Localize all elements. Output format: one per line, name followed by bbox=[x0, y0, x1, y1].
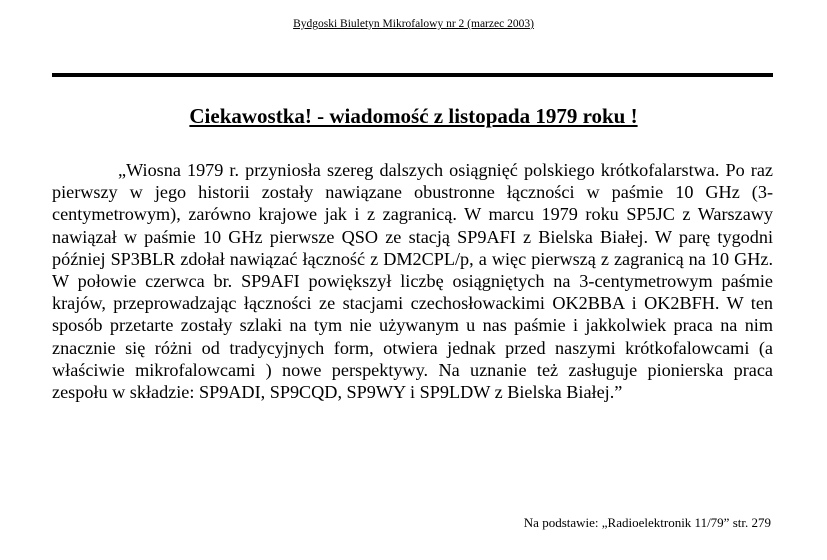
article-title: Ciekawostka! - wiadomość z listopada 1979 roku ! bbox=[189, 104, 638, 128]
bulletin-header: Bydgoski Biuletyn Mikrofalowy nr 2 (marzec 2003) bbox=[293, 18, 534, 30]
source-citation: Na podstawie: „Radioelektronik 11/79” str. 279 bbox=[523, 515, 771, 530]
article-paragraph: „Wiosna 1979 r. przyniosła szereg dalszych osiągnięć polskiego krótkofalarstwa. Po raz pierwszy w jego historii zostały nawiązane obustronne łączności w paśmie 10 GHz (3-centymetrowym), zarówno krajowe jak i z zagranicą. W marcu 1979 roku SP5JC z Warszawy nawiązał w paśmie 10 GHz pierwsze QSO ze stacją SP9AFI z Bielska Białej. W parę tygodni później SP3BLR zdołał nawiązać łączność z DM2CPL/p, a więc pierwszą z zagranicą na 10 GHz. W połowie czerwca br. SP9AFI powiększył liczbę osiągniętych na 3-centymetrowym paśmie krajów, przeprowadzając łączności ze stacjami czechosłowackimi OK2BBA i OK2BFH. W ten sposób przetarte zostały szlaki na tym nie używanym u nas paśmie i jakkolwiek praca na nim znacznie się różni od tradycyjnych form, otwiera jednak przed naszymi krótkofalowcami (a właściwie mikrofalowcami ) nowe perspektywy. Na uznanie też zasługuje pionierska praca zespołu w składzie: SP9ADI, SP9CQD, SP9WY i SP9LDW z Bielska Białej.” bbox=[52, 160, 773, 403]
article-body bbox=[52, 159, 773, 403]
header-divider bbox=[52, 73, 773, 77]
